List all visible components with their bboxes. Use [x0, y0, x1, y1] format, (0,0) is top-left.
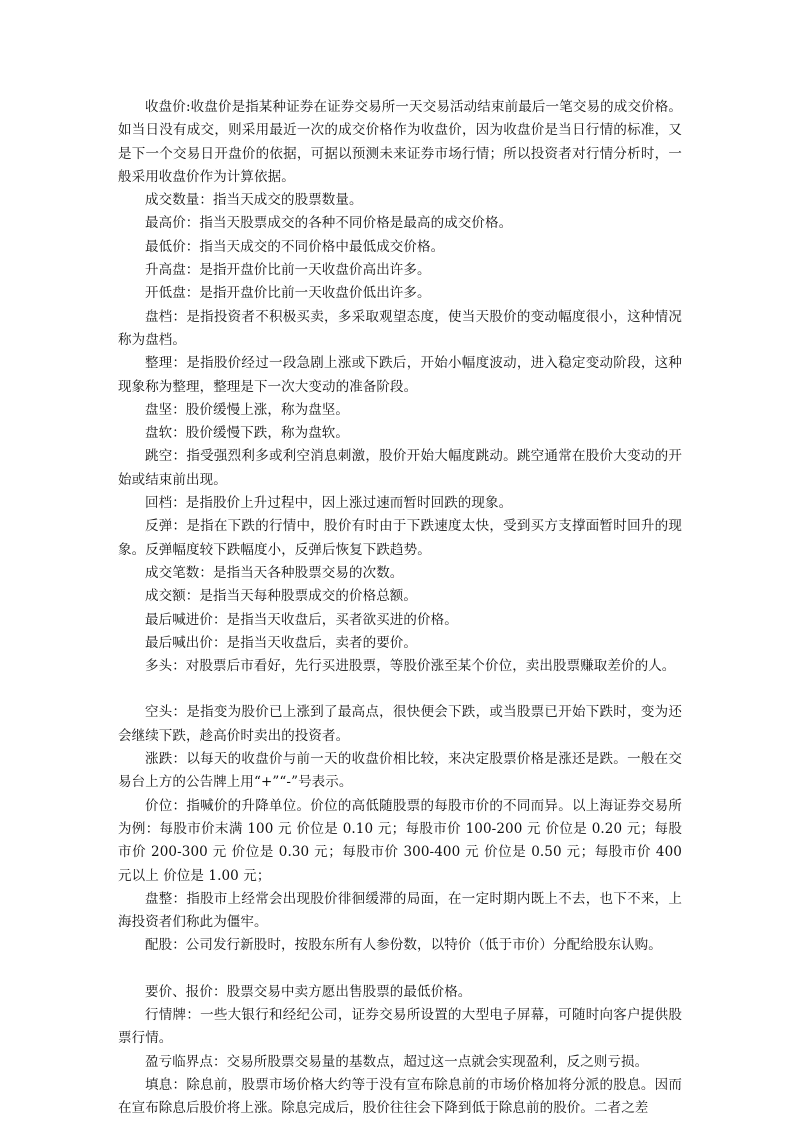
paragraph: 盘档：是指投资者不积极买卖，多采取观望态度，使当天股价的变动幅度很小，这种情况称为盘档。 [118, 308, 682, 348]
paragraph: 填息：除息前，股票市场价格大约等于没有宣布除息前的市场价格加将分派的股息。因而在宣布除息后股价将上涨。除息完成后，股价往往会下降到低于除息前的股价。二者之差 [118, 1076, 682, 1117]
paragraph: 开低盘：是指开盘价比前一天收盘价低出许多。 [145, 285, 431, 302]
paragraph: 盘坚：股价缓慢上涨，称为盘坚。 [145, 401, 349, 418]
paragraph: 多头：对股票后市看好，先行买进股票，等股价涨至某个价位，卖出股票赚取差价的人。 [145, 658, 676, 675]
paragraph: 整理：是指股价经过一段急剧上涨或下跌后，开始小幅度波动，进入稳定变动阶段，这种现象称为整理，整理是下一次大变动的准备阶段。 [118, 355, 682, 395]
paragraph: 盘软：股价缓慢下跌，称为盘软。 [145, 425, 349, 442]
paragraph: 涨跌：以每天的收盘价与前一天的收盘价相比较，来决定股票价格是涨还是跌。一般在交易台上方的公告牌上用“+”“-”号表示。 [118, 751, 682, 791]
blank-line [118, 958, 682, 981]
paragraph: 最后喊进价：是指当天收盘后，买者欲买进的价格。 [145, 611, 458, 628]
blank-line [118, 678, 682, 701]
paragraph: 要价、报价：股票交易中卖方愿出售股票的最低价格。 [145, 983, 472, 1000]
paragraph: 行情牌：一些大银行和经纪公司，证券交易所设置的大型电子屏幕，可随时向客户提供股票行情。 [118, 1006, 682, 1047]
paragraph: 最低价：指当天成交的不同价格中最低成交价格。 [145, 238, 445, 255]
paragraph: 跳空：指受强烈利多或利空消息刺激，股价开始大幅度跳动。跳空通常在股价大变动的开始或结束前出现。 [118, 448, 682, 488]
paragraph: 成交额：是指当天每种股票成交的价格总额。 [145, 588, 417, 605]
paragraph: 回档：是指股价上升过程中，因上涨过速而暂时回跌的现象。 [145, 495, 513, 512]
paragraph: 空头：是指变为股价已上涨到了最高点，很快便会下跌，或当股票已开始下跌时，变为还会继续下跌，趁高价时卖出的投资者。 [118, 704, 682, 744]
document-body [118, 96, 682, 1120]
paragraph: 成交笔数：是指当天各种股票交易的次数。 [145, 564, 404, 581]
paragraph: 最高价：指当天股票成交的各种不同价格是最高的成交价格。 [145, 215, 513, 232]
paragraph: 反弹：是指在下跌的行情中，股价有时由于下跌速度太快，受到买方支撑面暂时回升的现象。反弹幅度较下跌幅度小，反弹后恢复下跌趋势。 [118, 518, 682, 558]
paragraph: 盈亏临界点：交易所股票交易量的基数点，超过这一点就会实现盈利，反之则亏损。 [145, 1053, 649, 1070]
paragraph: 价位：指喊价的升降单位。价位的高低随股票的每股市价的不同而异。以上海证券交易所为例：每股市价末满 100 元 价位是 0.10 元；每股市价 100-200 元 价位是 0.20 元；每股市价 200-300 元 价位是 0.30 元；每股市价 300-400 元 价位是 0.50 元；每股市价 400 元以上 价位是 1.00 元； [118, 797, 682, 884]
paragraph: 成交数量：指当天成交的股票数量。 [145, 192, 363, 209]
paragraph: 盘整：指股市上经常会出现股价徘徊缓滞的局面，在一定时期内既上不去，也下不来，上海投资者们称此为僵牢。 [118, 890, 682, 931]
paragraph: 最后喊出价：是指当天收盘后，卖者的要价。 [145, 634, 417, 651]
paragraph: 配股：公司发行新股时，按股东所有人参份数，以特价（低于市价）分配给股东认购。 [145, 937, 662, 954]
paragraph: 收盘价:收盘价是指某种证券在证券交易所一天交易活动结束前最后一笔交易的成交价格。如当日没有成交，则采用最近一次的成交价格作为收盘价，因为收盘价是当日行情的标准，又是下一个交易日开盘价的依据，可据以预测未来证券市场行情；所以投资者对行情分析时，一般采用收盘价作为计算依据。 [118, 99, 682, 185]
paragraph: 升高盘：是指开盘价比前一天收盘价高出许多。 [145, 262, 431, 279]
